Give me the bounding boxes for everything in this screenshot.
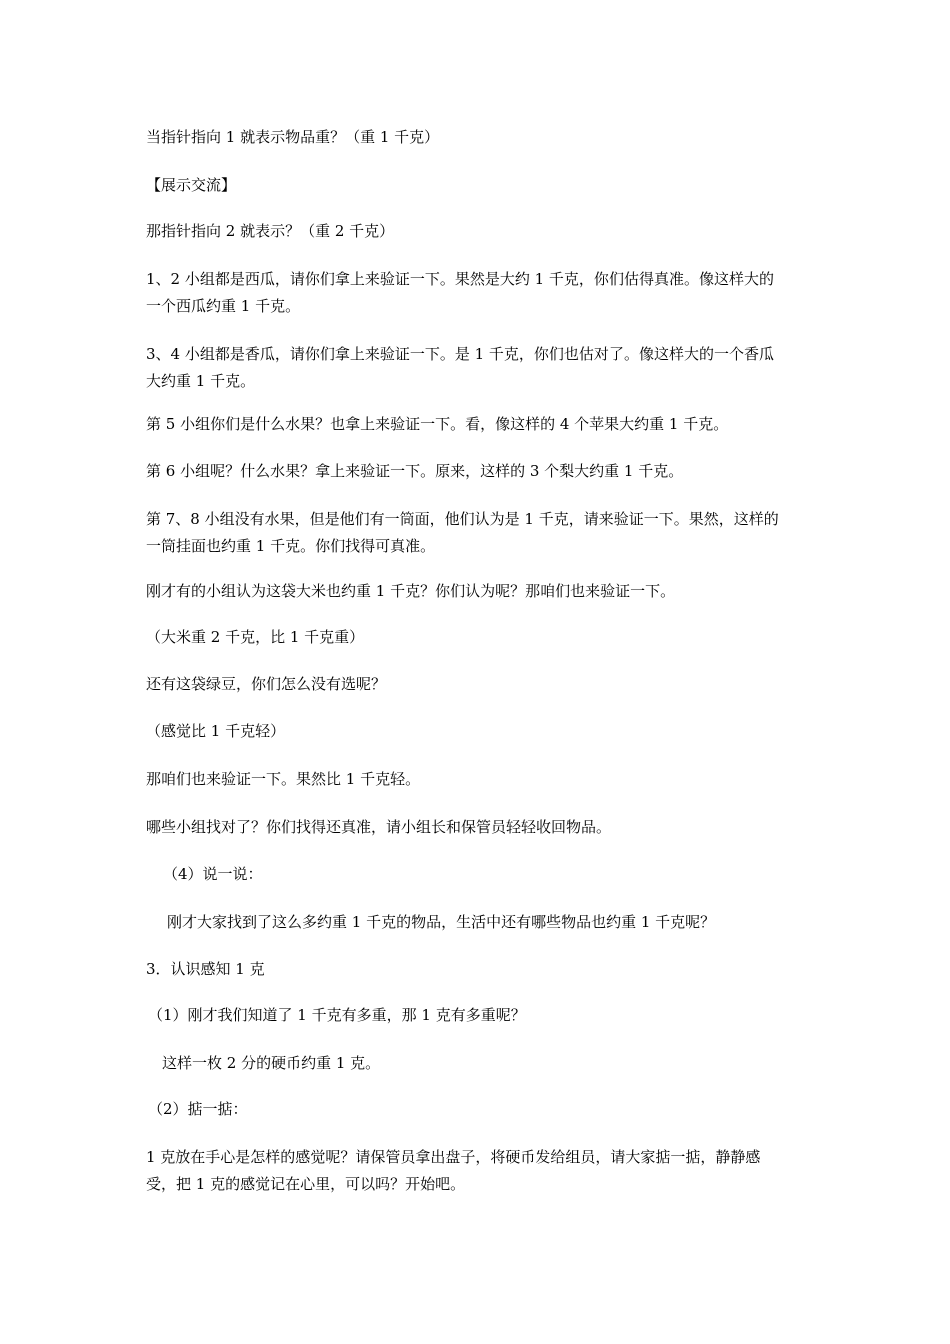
- paragraph-group-6: [146, 458, 811, 485]
- subheading-say-it: [163, 861, 828, 888]
- paragraph-mung-beans: [146, 671, 811, 698]
- paragraph-collect-items: [146, 814, 811, 841]
- text-line: 当指针指向 1 就表示物品重？（重 1 千克）: [146, 128, 440, 146]
- paragraph-coin-1g: [162, 1050, 827, 1077]
- text-line: （大米重 2 千克，比 1 千克重）: [146, 628, 365, 646]
- text-line: 第 7、8 小组没有水果，但是他们有一筒面，他们认为是 1 千克，请来验证一下。果然，这样的: [146, 510, 779, 528]
- paragraph-rice-weight: [146, 624, 811, 651]
- section-heading-display-exchange: [146, 172, 811, 199]
- text-line: 受，把 1 克的感觉记在心里，可以吗？开始吧。: [146, 1175, 466, 1193]
- text-line: 还有这袋绿豆，你们怎么没有选呢？: [146, 675, 387, 693]
- text-line: （感觉比 1 千克轻）: [146, 722, 286, 740]
- paragraph-group-5: [146, 411, 811, 438]
- paragraph-groups-1-2: [146, 266, 811, 320]
- text-line: 3．认识感知 1 克: [146, 960, 265, 978]
- text-line: 1 克放在手心是怎样的感觉呢？请保管员拿出盘子，将硬币发给组员，请大家掂一掂，静静感: [146, 1148, 761, 1166]
- text-line: 第 5 小组你们是什么水果？也拿上来验证一下。看，像这样的 4 个苹果大约重 1 千克。: [146, 415, 729, 433]
- text-line: 那指针指向 2 就表示？（重 2 千克）: [146, 222, 395, 240]
- paragraph-lighter-feeling: [146, 718, 811, 745]
- paragraph-pointer-1kg: [146, 124, 811, 151]
- text-line: 第 6 小组呢？什么水果？拿上来验证一下。原来，这样的 3 个梨大约重 1 千克。: [146, 462, 684, 480]
- text-line: 刚才有的小组认为这袋大米也约重 1 千克？你们认为呢？那咱们也来验证一下。: [146, 582, 676, 600]
- text-line: （2）掂一掂：: [148, 1100, 248, 1118]
- text-line: 一个西瓜约重 1 千克。: [146, 297, 301, 315]
- text-line: （1）刚才我们知道了 1 千克有多重，那 1 克有多重呢？: [148, 1006, 526, 1024]
- text-line: 大约重 1 千克。: [146, 372, 256, 390]
- section-heading-1-gram: [146, 956, 811, 983]
- paragraph-groups-3-4: [146, 341, 811, 395]
- paragraph-verify-lighter: [146, 766, 811, 793]
- text-line: 那咱们也来验证一下。果然比 1 千克轻。: [146, 770, 421, 788]
- text-line: （4）说一说：: [163, 865, 263, 883]
- paragraph-groups-7-8: [146, 506, 811, 560]
- text-line: 3、4 小组都是香瓜，请你们拿上来验证一下。是 1 千克，你们也估对了。像这样大的一个香瓜: [146, 345, 774, 363]
- text-line: 【展示交流】: [146, 176, 237, 194]
- text-line: 哪些小组找对了？你们找得还真准，请小组长和保管员轻轻收回物品。: [146, 818, 612, 836]
- paragraph-feel-1g: [146, 1144, 811, 1198]
- paragraph-rice-bag: [146, 578, 811, 605]
- text-line: 这样一枚 2 分的硬币约重 1 克。: [162, 1054, 381, 1072]
- text-line: 刚才大家找到了这么多约重 1 千克的物品，生活中还有哪些物品也约重 1 千克呢？: [167, 913, 716, 931]
- paragraph-pointer-2kg: [146, 218, 811, 245]
- text-line: 1、2 小组都是西瓜，请你们拿上来验证一下。果然是大约 1 千克，你们估得真准。像这样大的: [146, 270, 774, 288]
- paragraph-life-examples: [167, 909, 832, 936]
- subheading-weigh-by-hand: [148, 1096, 813, 1123]
- text-line: 一筒挂面也约重 1 千克。你们找得可真准。: [146, 537, 436, 555]
- paragraph-how-heavy-1g: [148, 1002, 813, 1029]
